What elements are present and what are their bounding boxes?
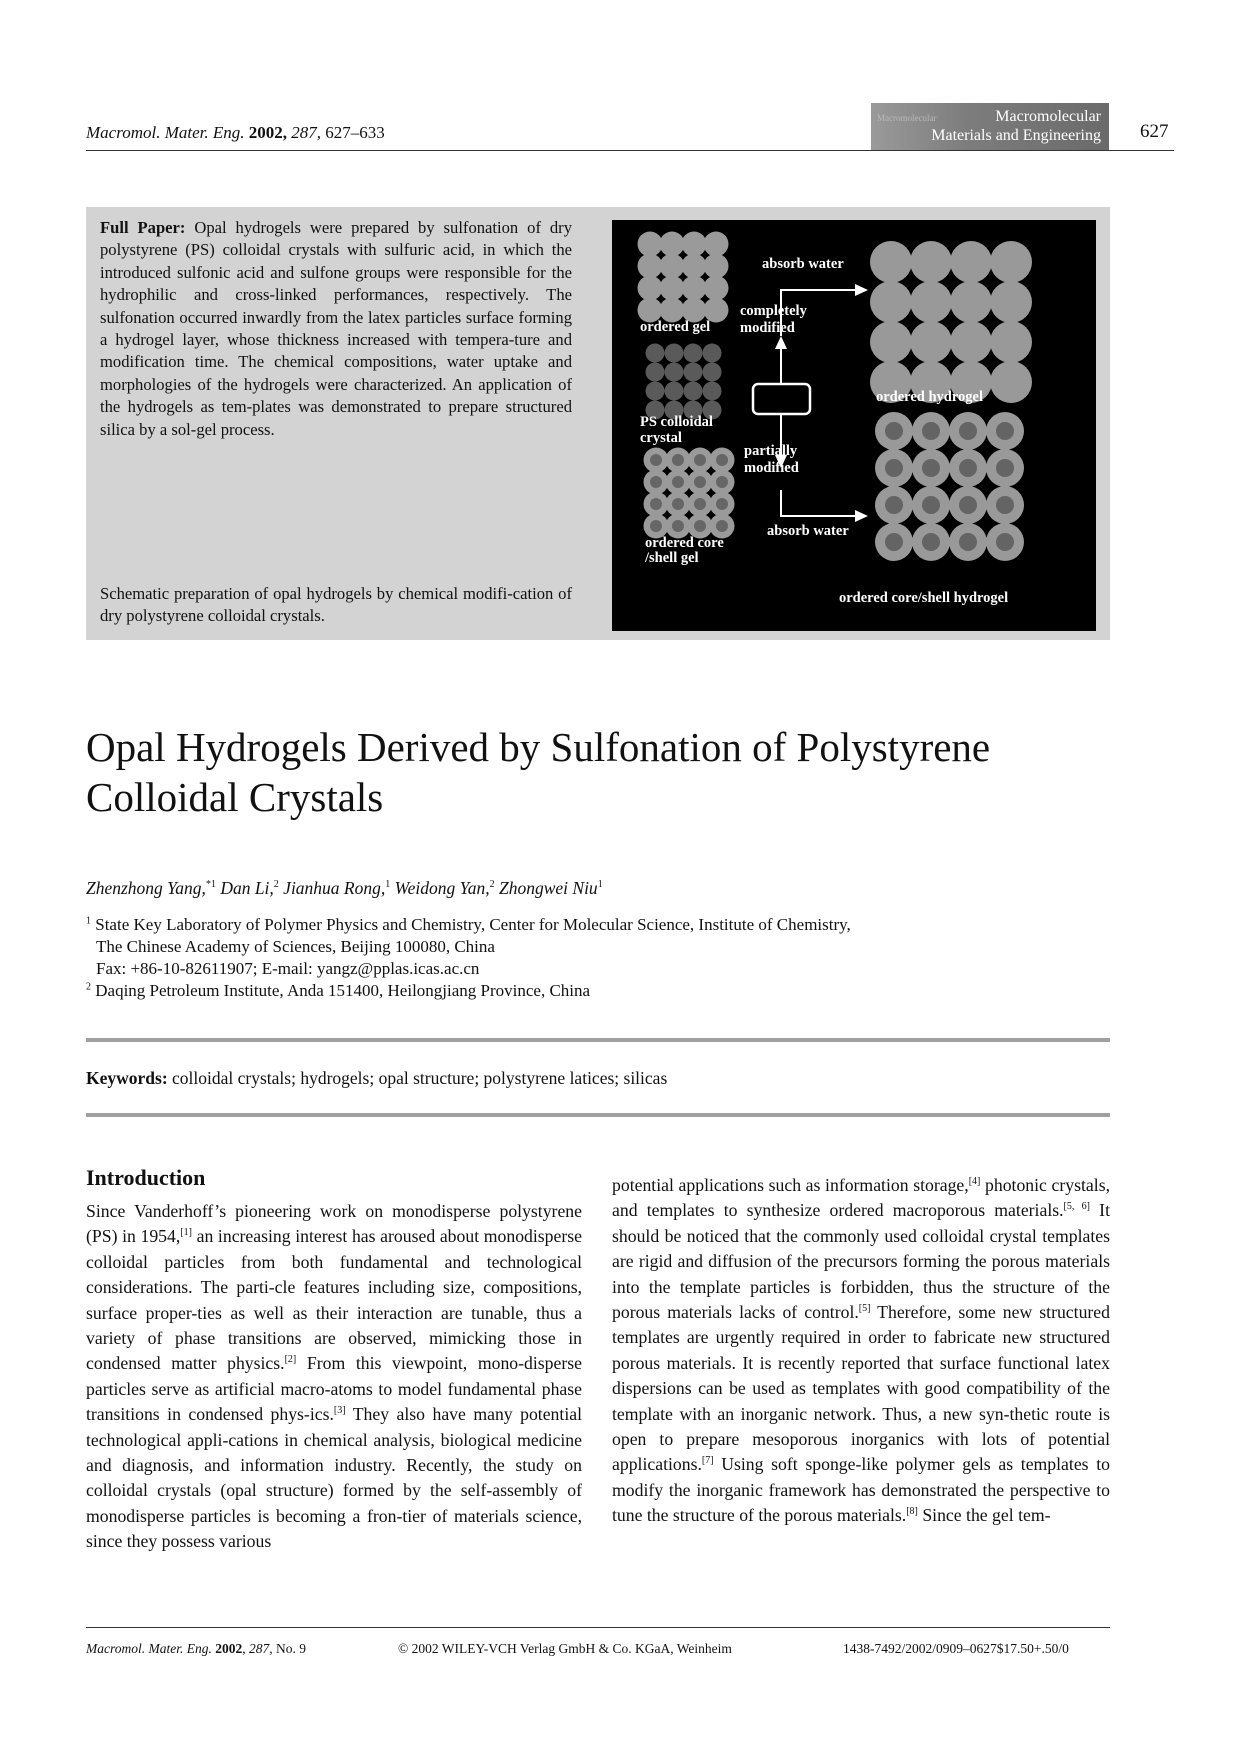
gel-particle — [638, 276, 663, 301]
hydrogel-particle — [990, 281, 1032, 323]
abstract-body: Opal hydrogels were prepared by sulfonation of dry polystyrene (PS) colloidal crystals with sulfuric acid, in which the introduced sulfonic acid and sulfone groups were responsible for the hydrophilic and cross-linked performances, respectively. The sulfonation occurred inwardly from the latex particles surface forming a hydrogel layer, whose thickness increased with tempera-ture and modification time. The chemical compositions, water uptake and morphologies of the hydrogels were characterized. An application of the hydrogels as tem-plates was demonstrated to prepare structured silica by a sol-gel process. — [100, 218, 573, 439]
scheme-svg — [612, 220, 1096, 631]
author-mark: *1 — [205, 879, 216, 891]
core-shell-hydrogel-particle-core — [922, 459, 940, 477]
body-text: It should be noticed that the commonly used colloidal crystal templates are rigid and diffusion of the precursors forming the porous materials into the template particles is forbidden, thus the structure of the porous materials lacks of control. — [612, 1200, 1110, 1323]
body-text: From this viewpoint, mono-disperse particles serve as artificial macro-atoms to model fundamental phase transitions in condensed phys-ics. — [86, 1353, 582, 1425]
article-title-line2: Colloidal Crystals — [86, 774, 384, 820]
core-shell-hydrogel-particle-core — [959, 422, 977, 440]
author-name: Jianhua Rong, — [283, 878, 386, 898]
label-partially-2: modified — [744, 460, 799, 476]
header-rule — [86, 150, 1174, 151]
core-shell-particle-core — [694, 520, 706, 532]
keywords-label: Keywords: — [86, 1068, 168, 1088]
footer-citation: Macromol. Mater. Eng. 2002, 287, No. 9 — [86, 1641, 306, 1656]
core-shell-hydrogel-particle-core — [922, 533, 940, 551]
core-shell-particle-core — [716, 498, 728, 510]
hydrogel-particle — [990, 241, 1032, 283]
gel-particle — [704, 254, 729, 279]
journal-logo — [871, 103, 1109, 150]
journal-volume: 287, — [291, 123, 321, 142]
affiliation-2 — [86, 980, 590, 1002]
core-shell-particle-core — [672, 498, 684, 510]
ps-particle — [684, 363, 703, 382]
arrow-bottom-head — [855, 510, 868, 522]
arrow-bottom-line — [781, 490, 857, 516]
ps-particle — [703, 382, 722, 401]
affiliation-1-line3: Fax: +86-10-82611907; E-mail: yangz@pplas.icas.ac.cn — [96, 959, 480, 978]
hydrogel-particle — [910, 281, 952, 323]
body-column-left — [86, 1199, 582, 1555]
label-core-shell-gel-2: /shell gel — [645, 550, 699, 566]
core-shell-hydrogel-particle-core — [885, 459, 903, 477]
footer-volume: 287 — [248, 1641, 270, 1656]
label-ps-crystal-1: PS colloidal — [640, 414, 713, 430]
hydrogel-particle — [950, 241, 992, 283]
affiliation-mark: 1 — [86, 915, 91, 927]
citation-ref[interactable]: [4] — [968, 1176, 981, 1188]
ps-particle — [684, 344, 703, 363]
hydrogel-particle — [990, 321, 1032, 363]
core-shell-hydrogel-particle-core — [959, 459, 977, 477]
core-shell-particle-core — [650, 476, 662, 488]
core-shell-hydrogel-particle-core — [885, 533, 903, 551]
core-shell-particle-core — [716, 476, 728, 488]
core-shell-hydrogel-particle-core — [959, 533, 977, 551]
affiliation-mark: 2 — [86, 981, 91, 993]
hydrogel-particle — [870, 321, 912, 363]
core-shell-hydrogel-particle-core — [996, 459, 1014, 477]
gel-particle — [682, 232, 707, 257]
affiliation-text: State Key Laboratory of Polymer Physics and Chemistry, Center for Molecular Science, Institute of Chemistry, — [95, 915, 851, 934]
ps-particle — [665, 382, 684, 401]
gel-particle — [660, 254, 685, 279]
page-number: 627 — [1140, 121, 1169, 142]
gel-particle — [638, 232, 663, 257]
citation-ref[interactable]: [1] — [180, 1227, 192, 1239]
hydrogel-particle — [990, 361, 1032, 403]
author-name: Zhongwei Niu — [498, 878, 598, 898]
ps-particle — [646, 382, 665, 401]
author-name: Zhenzhong Yang, — [86, 878, 206, 898]
keywords — [86, 1068, 667, 1089]
body-text: an increasing interest has aroused about monodisperse colloidal particles from both fundamental and technological considerations. The parti-cle features including size, compositions, surface proper-ties as well as their interaction are tunable, thus a variety of phase transitions are observed, mimicking those in condensed matter physics. — [86, 1226, 582, 1374]
abstract-label: Full Paper: — [100, 218, 186, 237]
footer-year: 2002 — [215, 1641, 243, 1656]
ps-particle — [684, 382, 703, 401]
body-text: Since the gel tem- — [917, 1505, 1051, 1526]
body-text: Therefore, some new structured templates are urgently required in order to fabricate new structured porous materials. It is recently reported that surface functional latex dispersions can be used as templates with good compatibility of the template with an inorganic network. Thus, a new syn-thetic route is open to prepare mesoporous inorganics with lots of potential applications. — [612, 1302, 1110, 1475]
core-shell-particle-core — [650, 454, 662, 466]
core-shell-hydrogel-particle-core — [996, 533, 1014, 551]
ps-crystal-particles — [646, 344, 722, 420]
core-shell-hydrogel-particle-core — [959, 496, 977, 514]
ps-particle — [665, 363, 684, 382]
ps-particle — [646, 363, 665, 382]
gel-particle — [682, 254, 707, 279]
core-shell-particle-core — [672, 454, 684, 466]
journal-year: 2002, — [248, 123, 287, 142]
journal-abbreviation: Macromol. Mater. Eng. — [86, 123, 245, 142]
core-shell-hydrogel-particle-core — [885, 422, 903, 440]
footer-journal: Macromol. Mater. Eng. — [86, 1641, 212, 1656]
hydrogel-particle — [950, 281, 992, 323]
citation-ref[interactable]: [5, 6] — [1063, 1201, 1090, 1213]
arrow-up-head — [775, 336, 787, 349]
label-ps-crystal-2: crystal — [640, 430, 682, 446]
citation-ref[interactable]: [8] — [906, 1506, 918, 1518]
ps-particle — [665, 344, 684, 363]
hydrogel-particle — [910, 321, 952, 363]
core-shell-particle-core — [672, 520, 684, 532]
affiliation-text: Daqing Petroleum Institute, Anda 151400, Heilongjiang Province, China — [95, 981, 591, 1000]
gel-particle — [660, 276, 685, 301]
label-ordered-hydrogel: ordered hydrogel — [876, 389, 984, 405]
core-shell-hydrogel-particles — [875, 412, 1024, 561]
core-shell-hydrogel-particle-core — [922, 422, 940, 440]
affiliation-1-line1 — [86, 914, 851, 936]
author-mark: 1 — [597, 879, 603, 891]
body-text: Since Vanderhoff’s pioneering work on monodisperse polystyrene (PS) in 1954, — [86, 1201, 582, 1247]
core-shell-hydrogel-particle-core — [996, 496, 1014, 514]
core-shell-particle-core — [694, 476, 706, 488]
journal-logo-faint: Macromolecular — [877, 113, 937, 123]
hydrogel-particle — [870, 281, 912, 323]
keywords-bottom-rule — [86, 1113, 1110, 1117]
ps-particle — [646, 344, 665, 363]
core-shell-hydrogel-particle-core — [996, 422, 1014, 440]
label-ordered-gel: ordered gel — [640, 319, 711, 335]
hydrogel-particle — [950, 321, 992, 363]
body-text: Using soft sponge-like polymer gels as templates to modify the inorganic framework has demonstrated the perspective to tune the structure of the porous materials. — [612, 1454, 1110, 1526]
article-title-line1: Opal Hydrogels Derived by Sulfonation of Polystyrene — [86, 724, 991, 770]
arrow-top-head — [855, 284, 868, 296]
core-shell-particle-core — [716, 454, 728, 466]
label-completely-2: modified — [740, 320, 795, 336]
journal-pages: 627–633 — [325, 123, 385, 142]
footer-issue: , No. 9 — [269, 1641, 306, 1656]
article-title — [86, 722, 1136, 822]
author-name: Dan Li, — [220, 878, 274, 898]
body-text: photonic crystals, and templates to synthesize ordered macroporous materials. — [612, 1175, 1110, 1221]
label-completely-1: completely — [740, 303, 807, 319]
core-shell-particle-core — [694, 498, 706, 510]
footer-code: 1438-7492/2002/0909–0627$17.50+.50/0 — [843, 1641, 1069, 1656]
scheme-caption: Schematic preparation of opal hydrogels by chemical modifi-cation of dry polystyrene colloidal crystals. — [100, 584, 572, 626]
ps-crystal-box — [753, 384, 810, 414]
gel-particle — [638, 254, 663, 279]
body-text: potential applications such as information storage, — [612, 1175, 969, 1195]
label-absorb-water-bottom: absorb water — [767, 523, 849, 539]
running-header-citation — [86, 123, 385, 143]
ps-particle — [703, 363, 722, 382]
footer-rule — [86, 1627, 1110, 1628]
gel-particle — [704, 276, 729, 301]
body-column-right — [612, 1173, 1110, 1529]
abstract-text — [100, 217, 572, 441]
label-partially-1: partially — [744, 443, 798, 459]
core-shell-particle-core — [650, 520, 662, 532]
author-list — [86, 878, 603, 899]
gel-particle — [682, 276, 707, 301]
ps-particle — [703, 344, 722, 363]
core-shell-hydrogel-particle-core — [922, 496, 940, 514]
core-shell-particle-core — [694, 454, 706, 466]
gel-particle — [660, 232, 685, 257]
hydrogel-particle — [910, 241, 952, 283]
citation-ref[interactable]: [5] — [858, 1303, 871, 1315]
scheme-figure — [612, 220, 1096, 631]
author-mark: 2 — [489, 879, 495, 891]
affiliation-1-line2: The Chinese Academy of Sciences, Beijing 100080, China — [96, 937, 495, 956]
citation-ref[interactable]: [2] — [284, 1354, 297, 1366]
label-ordered-core-shell-hydrogel: ordered core/shell hydrogel — [839, 590, 1009, 606]
journal-logo-line2: Materials and Engineering — [931, 127, 1101, 144]
core-shell-particle-core — [672, 476, 684, 488]
journal-logo-line1: Macromolecular — [995, 108, 1101, 125]
author-mark: 2 — [273, 879, 279, 891]
label-core-shell-gel-1: ordered core — [645, 535, 724, 551]
ordered-hydrogel-particles — [870, 241, 1032, 403]
core-shell-gel-particles — [644, 448, 735, 539]
citation-ref[interactable]: [3] — [333, 1405, 346, 1417]
author-name: Weidong Yan, — [394, 878, 490, 898]
citation-ref[interactable]: [7] — [701, 1455, 714, 1467]
core-shell-particle-core — [650, 498, 662, 510]
keywords-text: colloidal crystals; hydrogels; opal structure; polystyrene latices; silicas — [172, 1068, 668, 1088]
footer-copyright: © 2002 WILEY-VCH Verlag GmbH & Co. KGaA, Weinheim — [398, 1641, 732, 1656]
core-shell-hydrogel-particle-core — [885, 496, 903, 514]
label-absorb-water-top: absorb water — [762, 256, 844, 272]
body-text: They also have many potential technological appli-cations in chemical analysis, biological medicine and diagnosis, and information industry. Recently, the study on colloidal crystals (opal structure) formed by the self-assembly of monodisperse particles is becoming a fron-tier of materials science, since they possess various — [86, 1404, 582, 1552]
keywords-top-rule — [86, 1038, 1110, 1042]
hydrogel-particle — [870, 241, 912, 283]
gel-particle — [704, 232, 729, 257]
author-mark: 1 — [385, 879, 391, 891]
section-heading-introduction: Introduction — [86, 1165, 206, 1190]
core-shell-particle-core — [716, 520, 728, 532]
ordered-gel-particles — [638, 232, 729, 323]
